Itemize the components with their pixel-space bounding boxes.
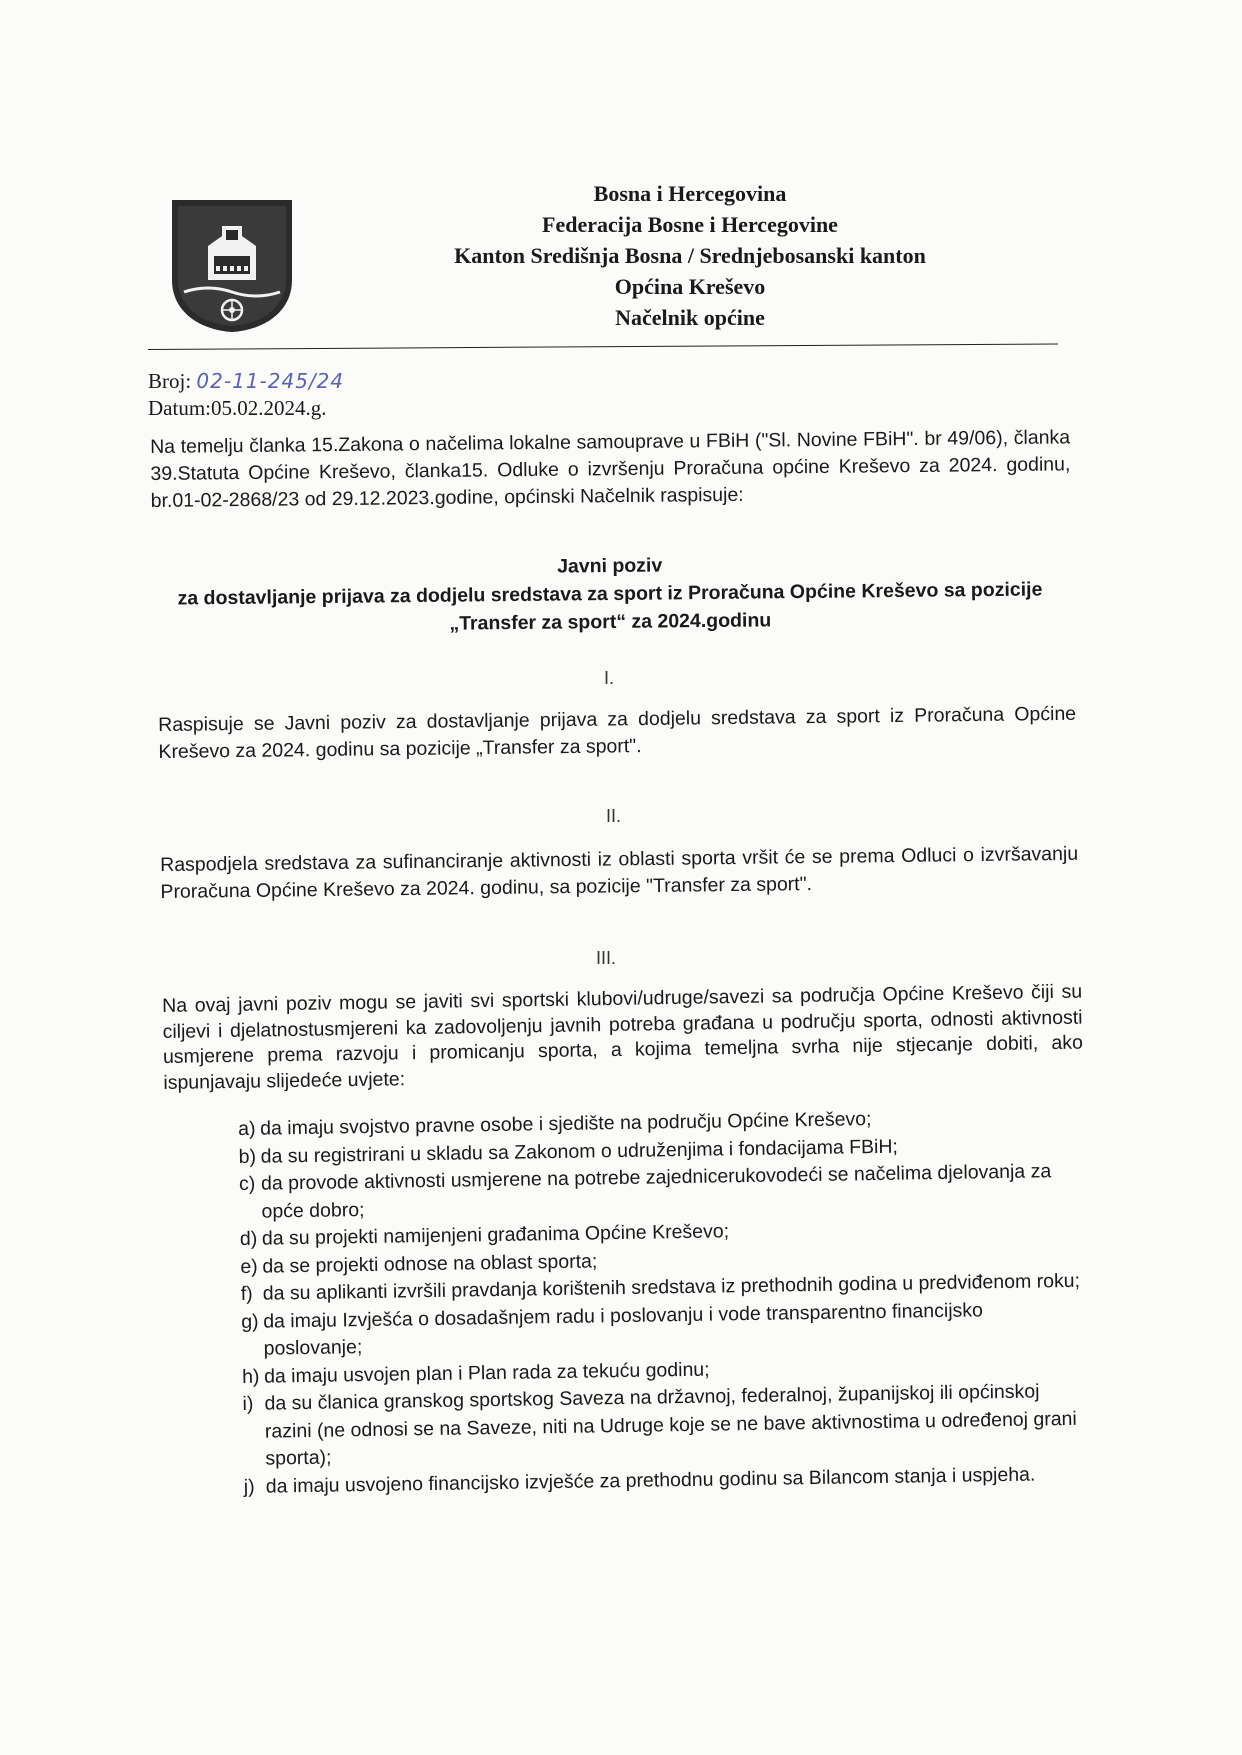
section-2-text: Raspodjela sredstava za sufinanciranje aktivnosti iz oblasti sporta vršit će se prema Odluci o izvršavanju Proračuna Općine Kreševo za 2024. godinu, sa pozicije "Transfer za sport". bbox=[160, 842, 1079, 903]
document-date: Datum:05.02.2024.g. bbox=[148, 396, 327, 420]
reference-label: Broj: bbox=[148, 369, 192, 393]
reference-handwritten-value: 02-11-245/24 bbox=[196, 369, 345, 393]
conditions-list bbox=[238, 1103, 1084, 1501]
list-item-label: f) bbox=[240, 1282, 253, 1305]
list-item-text: da imaju usvojen plan i Plan rada za tekuću godinu; bbox=[263, 1358, 710, 1388]
section-numeral-1: I. bbox=[604, 668, 615, 688]
list-item-label: b) bbox=[238, 1145, 257, 1168]
list-item-label: a) bbox=[238, 1117, 256, 1140]
section-numeral-2: II. bbox=[606, 806, 622, 826]
list-item-label: d) bbox=[239, 1227, 258, 1250]
list-item-text: da imaju Izvješća o dosadašnjem radu i poslovanju i vode transparentno financijsko poslovanje; bbox=[263, 1298, 984, 1360]
list-item-text: da imaju svojstvo pravne osobe i sjedište na području Općine Kreševo; bbox=[260, 1108, 872, 1140]
header-canton: Kanton Središnja Bosna / Srednjebosanski kanton bbox=[454, 243, 926, 268]
document-meta bbox=[148, 368, 344, 422]
list-item-label: i) bbox=[242, 1392, 254, 1415]
list-item-text: da imaju usvojeno financijsko izvješće za prethodnu godinu sa Bilancom stanja i uspjeha. bbox=[265, 1463, 1036, 1498]
list-item-label: g) bbox=[241, 1310, 259, 1333]
document-header bbox=[390, 178, 990, 333]
header-office: Načelnik općine bbox=[615, 305, 765, 330]
header-federation: Federacija Bosne i Hercegovine bbox=[542, 212, 838, 237]
intro-paragraph: Na temelju članka 15.Zakona o načelima lokalne samouprave u FBiH ("Sl. Novine FBiH". br 49/06), članka 39.Statuta Općine Kreševo, članka15. Odluke o izvršenju Proračuna općine Kreševo za 2024. godinu, br.01-02-2868/23 od 29.12.2023.godine, općinski Načelnik raspisuje: bbox=[150, 426, 1071, 512]
section-3-text: Na ovaj javni poziv mogu se javiti svi sportski klubovi/udruge/savezi sa područja Općine Kreševo čiji su ciljevi i djelatnostusmjereni ka zadovoljenju javnih potreba građana u području sporta, odnosti aktivnosti usmjerene prema razvoju i promicanju sporta, a kojima temeljna svrha nije stjecanje dobiti, ako ispunjavaju slijedeće uvjete: bbox=[162, 980, 1084, 1094]
title-line-3: „Transfer za sport“ za 2024.godinu bbox=[449, 609, 772, 635]
list-item-text: da su projekti namijenjeni građanima Općine Kreševo; bbox=[261, 1220, 730, 1250]
list-item-label: c) bbox=[238, 1172, 256, 1195]
header-municipality: Općina Kreševo bbox=[614, 274, 766, 299]
title-line-1: Javni poziv bbox=[557, 554, 663, 578]
header-divider bbox=[148, 343, 1058, 350]
list-item-label: e) bbox=[240, 1255, 258, 1278]
section-1-text: Raspisuje se Javni poziv za dostavljanje prijava za dodjelu sredstava za sport iz Proračuna Općine Kreševo za 2024. godinu sa pozicije „Transfer za sport". bbox=[158, 702, 1077, 763]
header-country: Bosna i Hercegovina bbox=[593, 181, 787, 206]
list-item-text: da se projekti odnose na oblast sporta; bbox=[262, 1249, 598, 1278]
section-numeral-3: III. bbox=[596, 948, 617, 968]
reference-number bbox=[148, 368, 344, 395]
list-item-text: da provode aktivnosti usmjerene na potrebe zajednicerukovodeći se načelima djelovanja za opće dobro; bbox=[260, 1160, 1052, 1223]
list-item-text: da su registrirani u skladu sa Zakonom o udruženjima i fondacijama FBiH; bbox=[260, 1135, 899, 1168]
title-line-2: za dostavljanje prijava za dodjelu sredstava za sport iz Proračuna Općine Kreševo sa pozicije bbox=[177, 578, 1043, 610]
list-item-text: da su članica granskog sportskog Saveza na državnoj, federalnoj, županijskoj ili općinskoj razini (ne odnosi se na Saveze, niti na Udruge koje se ne bave aktivnostima u određenoj grani sporta); bbox=[264, 1380, 1077, 1470]
list-item-label: j) bbox=[243, 1475, 255, 1498]
list-item-text: da su aplikanti izvršili pravdanja korištenih sredstava iz prethodnih godina u predviđenom roku; bbox=[262, 1269, 1081, 1305]
list-item-label: h) bbox=[241, 1365, 260, 1388]
document-title bbox=[150, 547, 1071, 641]
list-item bbox=[242, 1378, 1083, 1474]
municipality-crest-icon bbox=[168, 196, 296, 336]
